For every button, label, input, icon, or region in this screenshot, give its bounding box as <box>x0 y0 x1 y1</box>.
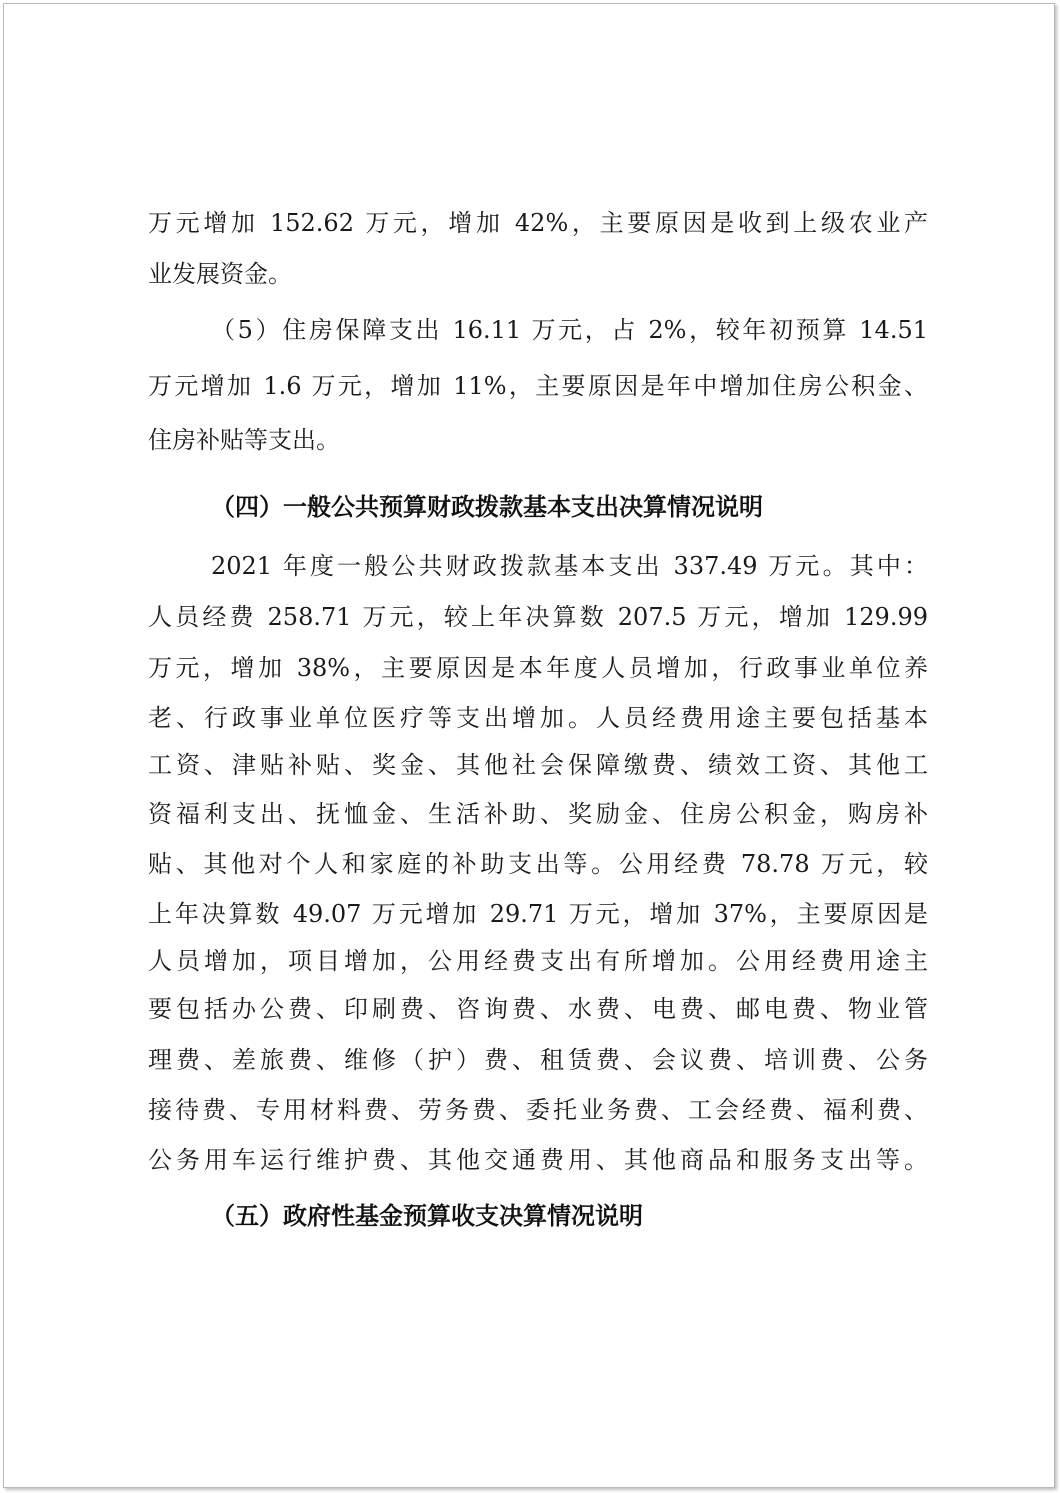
text-line-4: 万元增加 1.6 万元，增加 11%，主要原因是年中增加住房公积金、 <box>148 372 928 400</box>
text-line-19: 公务用车运行维护费、其他交通费用、其他商品和服务支出等。 <box>148 1146 928 1174</box>
text-line-9: 万元，增加 38%，主要原因是本年度人员增加，行政事业单位养 <box>148 654 928 682</box>
text-line-18: 接待费、专用材料费、劳务费、委托业务费、工会经费、福利费、 <box>148 1096 928 1124</box>
text-line-13: 贴、其他对个人和家庭的补助支出等。公用经费 78.78 万元，较 <box>148 850 928 878</box>
section-heading-5: （五）政府性基金预算收支决算情况说明 <box>211 1202 643 1230</box>
text-line-16: 要包括办公费、印刷费、咨询费、水费、电费、邮电费、物业管 <box>148 995 928 1023</box>
text-line-15: 人员增加，项目增加，公用经费支出有所增加。公用经费用途主 <box>148 947 928 975</box>
text-line-8: 人员经费 258.71 万元，较上年决算数 207.5 万元，增加 129.99 <box>148 603 928 631</box>
text-line-5: 住房补贴等支出。 <box>148 426 340 454</box>
text-line-10: 老、行政事业单位医疗等支出增加。人员经费用途主要包括基本 <box>148 704 928 732</box>
text-line-11: 工资、津贴补贴、奖金、其他社会保障缴费、绩效工资、其他工 <box>148 751 928 779</box>
text-line-17: 理费、差旅费、维修（护）费、租赁费、会议费、培训费、公务 <box>148 1046 928 1074</box>
text-line-12: 资福利支出、抚恤金、生活补助、奖励金、住房公积金，购房补 <box>148 800 928 828</box>
text-line-housing-expense: （5）住房保障支出 16.11 万元，占 2%，较年初预算 14.51 <box>211 316 928 344</box>
text-line-14: 上年决算数 49.07 万元增加 29.71 万元，增加 37%，主要原因是 <box>148 900 928 928</box>
text-line-2: 业发展资金。 <box>148 260 292 288</box>
text-line-1: 万元增加 152.62 万元，增加 42%，主要原因是收到上级农业产 <box>148 209 928 237</box>
section-heading-4: （四）一般公共预算财政拨款基本支出决算情况说明 <box>211 493 763 521</box>
document-page <box>3 3 1055 1488</box>
text-line-basic-expense: 2021 年度一般公共财政拨款基本支出 337.49 万元。其中： <box>211 552 928 580</box>
